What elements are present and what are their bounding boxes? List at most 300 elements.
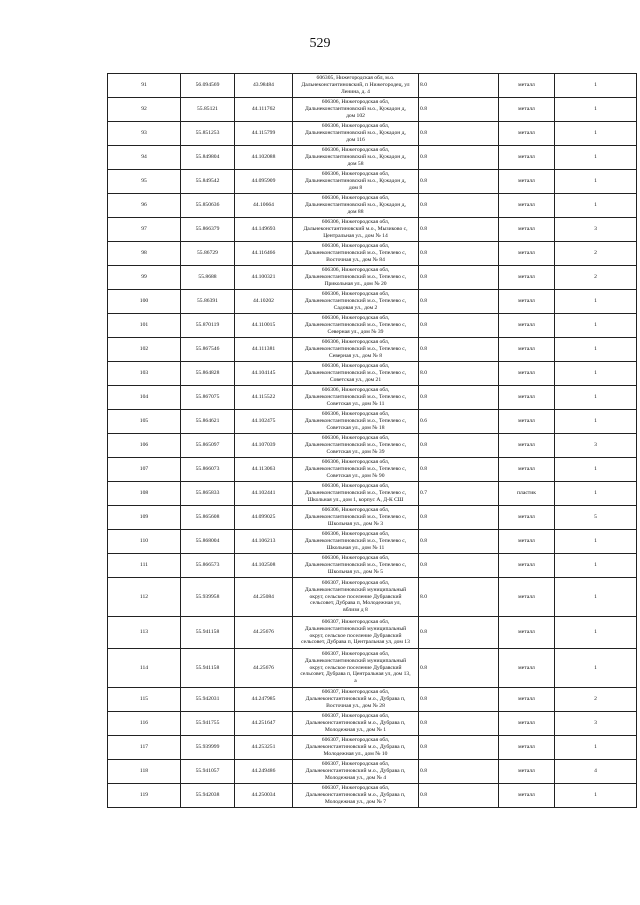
latitude-cell: 55.870119	[181, 314, 235, 338]
material-cell: металл	[499, 362, 555, 386]
table-row	[108, 218, 637, 242]
latitude-cell: 55.942031	[181, 688, 235, 712]
address-line: округ, сельское поселение Дубравский	[309, 593, 402, 600]
table-row	[108, 506, 637, 530]
address-line: Школьная ул., дом № 5	[327, 568, 384, 575]
latitude-cell: 55.866379	[181, 218, 235, 242]
longitude-cell: 44.102441	[235, 482, 293, 506]
address-line: 606306, Нижегородская обл,	[321, 435, 390, 442]
address-cell	[293, 506, 419, 530]
latitude-cell: 55.849804	[181, 146, 235, 170]
address-line: Советская ул., дом 21	[329, 376, 382, 383]
row-number-cell: 93	[108, 122, 181, 146]
longitude-cell: 44.25676	[235, 617, 293, 649]
address-line: Молодежная ул., дом № 1	[324, 726, 387, 733]
material-cell: металл	[499, 784, 555, 808]
area-cell: 8.0	[419, 74, 499, 98]
table-row	[108, 146, 637, 170]
address-line: Дальнеконстантиновский м.о., Тепелево с,	[304, 322, 407, 329]
address-cell	[293, 458, 419, 482]
container-count-cell: 1	[555, 170, 637, 194]
row-number-cell: 92	[108, 98, 181, 122]
address-line: Дальнеконстантиновский м.о., Кужадон д,	[305, 154, 406, 161]
address-cell	[293, 122, 419, 146]
material-cell: металл	[499, 194, 555, 218]
address-line: Советская ул., дом № 11	[326, 400, 385, 407]
table-row	[108, 434, 637, 458]
material-cell: металл	[499, 688, 555, 712]
address-line: Дальнеконстантиновский м.о., Тепелево с,	[304, 466, 407, 473]
table-row	[108, 688, 637, 712]
row-number-cell: 108	[108, 482, 181, 506]
material-cell: металл	[499, 434, 555, 458]
area-cell: 8.0	[419, 578, 499, 617]
row-number-cell: 105	[108, 410, 181, 434]
area-cell: 0.8	[419, 266, 499, 290]
longitude-cell: 44.106213	[235, 530, 293, 554]
address-line: Молодежная ул., дом № 7	[324, 798, 387, 805]
row-number-cell: 112	[108, 578, 181, 617]
latitude-cell: 55.941158	[181, 649, 235, 688]
address-cell	[293, 617, 419, 649]
address-line: Школьная ул., дом № 11	[326, 544, 385, 551]
row-number-cell: 111	[108, 554, 181, 578]
address-cell	[293, 554, 419, 578]
area-cell: 0.8	[419, 242, 499, 266]
address-line: Советская ул., дом № 18	[326, 424, 385, 431]
table-row	[108, 386, 637, 410]
material-cell: металл	[499, 617, 555, 649]
address-cell	[293, 434, 419, 458]
address-line: вблизи д 8	[343, 607, 368, 614]
latitude-cell: 55.939958	[181, 578, 235, 617]
table-row	[108, 266, 637, 290]
row-number-cell: 113	[108, 617, 181, 649]
latitude-cell: 55.939999	[181, 736, 235, 760]
row-number-cell: 91	[108, 74, 181, 98]
row-number-cell: 96	[108, 194, 181, 218]
address-cell	[293, 784, 419, 808]
address-line: 606306, Нижегородская обл,	[321, 267, 390, 274]
row-number-cell: 109	[108, 506, 181, 530]
material-cell: металл	[499, 170, 555, 194]
table-row	[108, 314, 637, 338]
row-number-cell: 110	[108, 530, 181, 554]
address-line: Дальнеконстантиновский м.о., Дубрава п,	[305, 744, 406, 751]
container-count-cell: 4	[555, 760, 637, 784]
longitude-cell: 44.10664	[235, 194, 293, 218]
longitude-cell: 44.104145	[235, 362, 293, 386]
address-line: сельсовет, Дубрава п, Центральная ул, дом 13	[301, 639, 410, 646]
material-cell: металл	[499, 242, 555, 266]
address-line: Дальнеконстантиновский м.о., Кужадон д,	[305, 130, 406, 137]
address-line: Дальнеконстантиновский м.о., Дубрава п,	[305, 720, 406, 727]
table-row	[108, 617, 637, 649]
address-line: 606305, Нижегородская обл, м.о.	[316, 75, 395, 82]
address-line: Дальнеконстантиновский муниципальный	[304, 657, 407, 664]
row-number-cell: 106	[108, 434, 181, 458]
area-cell: 0.8	[419, 712, 499, 736]
address-line: сельсовет, Дубрава п, Центральная ул, дом 13,	[300, 671, 411, 678]
address-line: Дальнеконстантиновский м.о., Тепелево с,	[304, 418, 407, 425]
longitude-cell: 44.102088	[235, 146, 293, 170]
address-line: 606306, Нижегородская обл,	[321, 315, 390, 322]
address-line: Дальнеконстантиновский м.о., Кужадон д,	[305, 106, 406, 113]
container-count-cell: 1	[555, 194, 637, 218]
latitude-cell: 55.85121	[181, 98, 235, 122]
address-line: 606307, Нижегородская обл,	[321, 761, 390, 768]
container-count-cell: 1	[555, 362, 637, 386]
latitude-cell: 55.941755	[181, 712, 235, 736]
row-number-cell: 94	[108, 146, 181, 170]
material-cell: металл	[499, 554, 555, 578]
material-cell: металл	[499, 506, 555, 530]
latitude-cell: 55.8688	[181, 266, 235, 290]
address-cell	[293, 712, 419, 736]
area-cell: 0.8	[419, 458, 499, 482]
area-cell: 0.8	[419, 290, 499, 314]
area-cell: 0.8	[419, 506, 499, 530]
container-count-cell: 1	[555, 410, 637, 434]
address-line: 606306, Нижегородская обл,	[321, 123, 390, 130]
material-cell: металл	[499, 386, 555, 410]
area-cell: 8.0	[419, 362, 499, 386]
longitude-cell: 44.149693	[235, 218, 293, 242]
container-count-cell: 2	[555, 266, 637, 290]
row-number-cell: 114	[108, 649, 181, 688]
address-line: 606307, Нижегородская обл,	[321, 579, 390, 586]
area-cell: 0.8	[419, 434, 499, 458]
area-cell: 0.8	[419, 736, 499, 760]
latitude-cell: 55.941158	[181, 617, 235, 649]
table-row	[108, 362, 637, 386]
address-line: Дальнеконстантиновский м.о., Тепелево с,	[304, 442, 407, 449]
address-line: Дальнеконстантиновский м.о., Тепелево с,	[304, 346, 407, 353]
address-line: Молодежная ул., дом № 4	[324, 774, 387, 781]
table-row	[108, 530, 637, 554]
table-row	[108, 122, 637, 146]
area-cell: 0.8	[419, 386, 499, 410]
address-line: 606306, Нижегородская обл,	[321, 147, 390, 154]
address-line: Северная ул., дом № 8	[328, 352, 383, 359]
area-cell: 0.8	[419, 146, 499, 170]
table-row	[108, 649, 637, 688]
material-cell: металл	[499, 74, 555, 98]
row-number-cell: 98	[108, 242, 181, 266]
longitude-cell: 44.253251	[235, 736, 293, 760]
container-count-cell: 3	[555, 712, 637, 736]
address-line: 606306, Нижегородская обл,	[321, 411, 390, 418]
table-row	[108, 170, 637, 194]
address-line: Дальнеконстантиновский м.о., Тепелево с,	[304, 370, 407, 377]
address-line: дом 102	[346, 112, 365, 119]
address-line: 606306, Нижегородская обл,	[321, 171, 390, 178]
material-cell: металл	[499, 98, 555, 122]
longitude-cell: 44.102475	[235, 410, 293, 434]
longitude-cell: 44.113063	[235, 458, 293, 482]
address-cell	[293, 386, 419, 410]
table-row	[108, 290, 637, 314]
longitude-cell: 44.095909	[235, 170, 293, 194]
container-count-cell: 1	[555, 458, 637, 482]
address-line: Дальнеконстантиновский муниципальный	[304, 586, 407, 593]
latitude-cell: 55.865608	[181, 506, 235, 530]
row-number-cell: 116	[108, 712, 181, 736]
address-cell	[293, 146, 419, 170]
table-row	[108, 98, 637, 122]
row-number-cell: 119	[108, 784, 181, 808]
longitude-cell: 44.115522	[235, 386, 293, 410]
table-row	[108, 194, 637, 218]
address-line: 606307, Нижегородская обл,	[321, 737, 390, 744]
longitude-cell: 44.116466	[235, 242, 293, 266]
container-count-cell: 1	[555, 482, 637, 506]
row-number-cell: 103	[108, 362, 181, 386]
latitude-cell: 55.851253	[181, 122, 235, 146]
longitude-cell: 43.98484	[235, 74, 293, 98]
area-cell: 0.6	[419, 410, 499, 434]
address-cell	[293, 760, 419, 784]
address-line: 606306, Нижегородская обл,	[321, 555, 390, 562]
material-cell: металл	[499, 410, 555, 434]
longitude-cell: 44.249486	[235, 760, 293, 784]
longitude-cell: 44.111762	[235, 98, 293, 122]
latitude-cell: 55.86729	[181, 242, 235, 266]
row-number-cell: 100	[108, 290, 181, 314]
container-count-cell: 1	[555, 649, 637, 688]
material-cell: металл	[499, 266, 555, 290]
longitude-cell: 44.250034	[235, 784, 293, 808]
address-line: дом 88	[347, 208, 364, 215]
longitude-cell: 44.100321	[235, 266, 293, 290]
material-cell: металл	[499, 218, 555, 242]
row-number-cell: 102	[108, 338, 181, 362]
address-line: Дальнеконстантиновский м.о., Кужадон д,	[305, 178, 406, 185]
address-line: Центральная ул., дом № 14	[323, 232, 388, 239]
address-cell	[293, 194, 419, 218]
address-line: дом 116	[346, 136, 365, 143]
address-line: Дальнеконстантиновский м.о., Дубрава п,	[305, 768, 406, 775]
address-line: Дальнеконстантиновский м.о., Дубрава п,	[305, 696, 406, 703]
address-line: 606306, Нижегородская обл,	[321, 483, 390, 490]
row-number-cell: 104	[108, 386, 181, 410]
address-line: Дальнеконстантиновский м.о., Тепелево с,	[304, 538, 407, 545]
longitude-cell: 44.251647	[235, 712, 293, 736]
table-row	[108, 760, 637, 784]
address-line: дом 8	[348, 184, 363, 191]
latitude-cell: 55.849542	[181, 170, 235, 194]
address-cell	[293, 74, 419, 98]
address-cell	[293, 242, 419, 266]
table-row	[108, 712, 637, 736]
table-row	[108, 338, 637, 362]
address-line: Дальнеконстантиновский м.о., Тепелево с,	[304, 490, 407, 497]
table-row	[108, 554, 637, 578]
area-cell: 0.8	[419, 688, 499, 712]
row-number-cell: 101	[108, 314, 181, 338]
area-cell: 0.7	[419, 482, 499, 506]
latitude-cell: 55.865833	[181, 482, 235, 506]
container-count-cell: 2	[555, 242, 637, 266]
area-cell: 0.8	[419, 314, 499, 338]
container-count-cell: 1	[555, 290, 637, 314]
latitude-cell: 55.942038	[181, 784, 235, 808]
address-cell	[293, 482, 419, 506]
longitude-cell: 44.25676	[235, 649, 293, 688]
latitude-cell: 55.866573	[181, 554, 235, 578]
latitude-cell: 55.867075	[181, 386, 235, 410]
address-line: Садовая ул., дом 2	[333, 304, 378, 311]
container-count-cell: 1	[555, 386, 637, 410]
address-line: Дальнеконстантиновский муниципальный	[304, 625, 407, 632]
address-line: 606306, Нижегородская обл,	[321, 219, 390, 226]
longitude-cell: 44.102508	[235, 554, 293, 578]
material-cell: пластик	[499, 482, 555, 506]
address-cell	[293, 530, 419, 554]
address-line: 606307, Нижегородская обл,	[321, 713, 390, 720]
address-line: Северная ул., дом № 39	[327, 328, 384, 335]
latitude-cell: 55.867546	[181, 338, 235, 362]
area-cell: 0.8	[419, 530, 499, 554]
address-line: 606307, Нижегородская обл,	[321, 785, 390, 792]
table-row	[108, 784, 637, 808]
container-count-cell: 1	[555, 314, 637, 338]
container-count-cell: 1	[555, 146, 637, 170]
address-line: Дальнеконстантиновский м.о., Тепелево с,	[304, 562, 407, 569]
address-cell	[293, 290, 419, 314]
longitude-cell: 44.115799	[235, 122, 293, 146]
container-count-cell: 1	[555, 578, 637, 617]
container-count-cell: 1	[555, 617, 637, 649]
row-number-cell: 115	[108, 688, 181, 712]
address-line: Дальнеконстантиновский м.о., Мызиково с,	[303, 226, 408, 233]
address-cell	[293, 578, 419, 617]
address-cell	[293, 314, 419, 338]
address-line: 606306, Нижегородская обл,	[321, 99, 390, 106]
address-cell	[293, 688, 419, 712]
latitude-cell: 55.850636	[181, 194, 235, 218]
address-line: Дальнеконстантиновский м.о., Тепелево с,	[304, 250, 407, 257]
row-number-cell: 117	[108, 736, 181, 760]
area-cell: 0.8	[419, 338, 499, 362]
material-cell: металл	[499, 146, 555, 170]
container-sites-table	[107, 73, 637, 808]
container-count-cell: 1	[555, 530, 637, 554]
container-count-cell: 1	[555, 98, 637, 122]
material-cell: металл	[499, 578, 555, 617]
address-line: Прикольная ул., дом № 20	[324, 280, 387, 287]
table-row	[108, 578, 637, 617]
material-cell: металл	[499, 736, 555, 760]
longitude-cell: 44.110015	[235, 314, 293, 338]
address-line: 606306, Нижегородская обл,	[321, 459, 390, 466]
address-line: Дальнеконстантиновский м.о., Тепелево с,	[304, 274, 407, 281]
area-cell: 0.8	[419, 617, 499, 649]
address-line: 606307, Нижегородская обл,	[321, 618, 390, 625]
address-line: Школьная ул., дом 1, корпус А, Д-К СШ	[307, 496, 404, 503]
address-line: а	[354, 678, 357, 685]
address-line: округ, сельское поселение Дубравский	[309, 632, 402, 639]
container-count-cell: 2	[555, 688, 637, 712]
address-line: 606306, Нижегородская обл,	[321, 291, 390, 298]
area-cell: 0.8	[419, 194, 499, 218]
container-count-cell: 1	[555, 338, 637, 362]
address-cell	[293, 649, 419, 688]
material-cell: металл	[499, 314, 555, 338]
row-number-cell: 97	[108, 218, 181, 242]
address-cell	[293, 410, 419, 434]
material-cell: металл	[499, 530, 555, 554]
longitude-cell: 44.111381	[235, 338, 293, 362]
material-cell: металл	[499, 338, 555, 362]
address-line: 606306, Нижегородская обл,	[321, 363, 390, 370]
address-line: Дальнеконстантиновский м.о., Тепелево с,	[304, 298, 407, 305]
row-number-cell: 99	[108, 266, 181, 290]
address-line: 606307, Нижегородская обл,	[321, 689, 390, 696]
address-line: 606306, Нижегородская обл,	[321, 531, 390, 538]
address-line: Школьная ул., дом № 3	[327, 520, 384, 527]
table-row	[108, 482, 637, 506]
address-line: 606306, Нижегородская обл,	[321, 243, 390, 250]
row-number-cell: 118	[108, 760, 181, 784]
address-line: Дальнеконстантиновский м.о., Дубрава п,	[305, 792, 406, 799]
address-line: 606306, Нижегородская обл,	[321, 387, 390, 394]
longitude-cell: 44.099025	[235, 506, 293, 530]
material-cell: металл	[499, 712, 555, 736]
longitude-cell: 44.107039	[235, 434, 293, 458]
address-cell	[293, 338, 419, 362]
material-cell: металл	[499, 122, 555, 146]
latitude-cell: 55.864828	[181, 362, 235, 386]
container-count-cell: 1	[555, 122, 637, 146]
latitude-cell: 55.941057	[181, 760, 235, 784]
area-cell: 0.8	[419, 122, 499, 146]
address-cell	[293, 736, 419, 760]
latitude-cell: 56.094569	[181, 74, 235, 98]
address-cell	[293, 218, 419, 242]
material-cell: металл	[499, 649, 555, 688]
table-row	[108, 242, 637, 266]
address-line: Дальнеконстантиновский м.о., Тепелево с,	[304, 394, 407, 401]
row-number-cell: 95	[108, 170, 181, 194]
container-count-cell: 5	[555, 506, 637, 530]
address-line: Молодежная ул., дом № 10	[323, 750, 388, 757]
area-cell: 0.8	[419, 784, 499, 808]
container-count-cell: 1	[555, 736, 637, 760]
address-line: Ленина, д. 4	[341, 88, 370, 95]
address-line: Дальнеконстантиновский, п Нижегородец, ул	[301, 82, 410, 89]
table-row	[108, 74, 637, 98]
address-line: округ, сельское поселение Дубравский	[309, 664, 402, 671]
address-cell	[293, 98, 419, 122]
address-line: 606307, Нижегородская обл,	[321, 650, 390, 657]
latitude-cell: 55.868004	[181, 530, 235, 554]
area-cell: 0.8	[419, 554, 499, 578]
address-line: Советская ул., дом № 90	[326, 472, 385, 479]
table-row	[108, 458, 637, 482]
table-row	[108, 410, 637, 434]
material-cell: металл	[499, 760, 555, 784]
container-count-cell: 1	[555, 554, 637, 578]
latitude-cell: 55.866073	[181, 458, 235, 482]
address-line: 606306, Нижегородская обл,	[321, 195, 390, 202]
address-line: Восточная ул., дом № 28	[326, 702, 385, 709]
longitude-cell: 44.25084	[235, 578, 293, 617]
table-row	[108, 736, 637, 760]
container-count-cell: 1	[555, 784, 637, 808]
material-cell: металл	[499, 458, 555, 482]
address-cell	[293, 266, 419, 290]
